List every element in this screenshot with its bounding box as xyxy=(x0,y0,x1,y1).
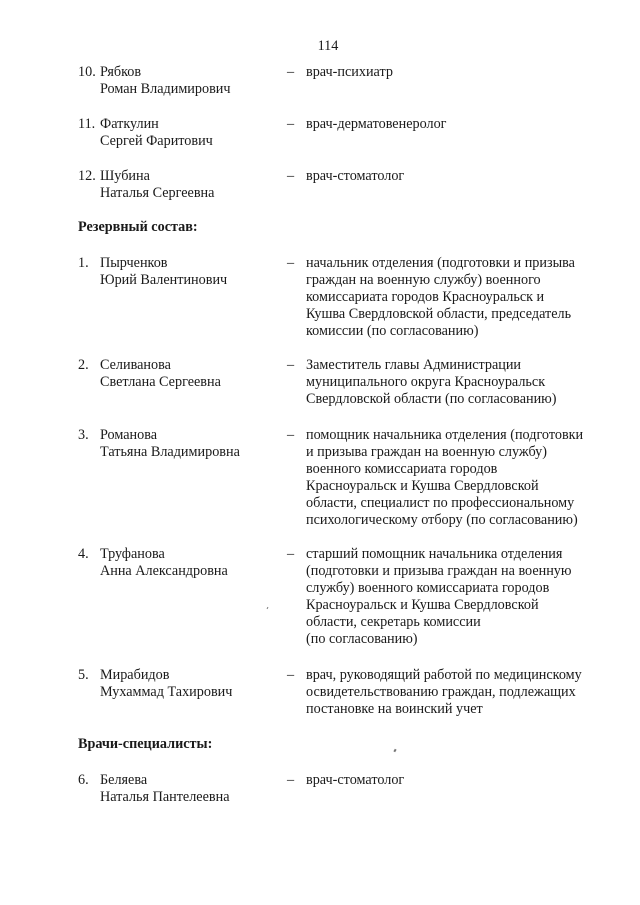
role-line: постановке на воинский учет xyxy=(306,701,483,717)
member-given-name: Сергей Фаритович xyxy=(100,133,213,149)
role-line: службу) военного комиссариата городов xyxy=(306,580,550,596)
role-line: врач-психиатр xyxy=(306,64,393,80)
dash: – xyxy=(287,116,295,132)
role-line: Заместитель главы Администрации xyxy=(306,357,522,373)
member-name xyxy=(100,357,290,391)
role-line: врач-стоматолог xyxy=(306,772,405,788)
page-number: 114 xyxy=(317,38,339,54)
member-surname: Пырченков xyxy=(100,255,168,271)
role-line: Красноуральск и Кушва Свердловской xyxy=(306,597,539,613)
dash: – xyxy=(287,64,295,80)
specialists-heading: Врачи-специалисты: xyxy=(78,736,213,752)
member-role xyxy=(306,357,611,408)
role-line: области, секретарь комиссии xyxy=(306,614,481,630)
member-surname: Рябков xyxy=(100,64,142,80)
member-name xyxy=(100,546,290,580)
member-surname: Труфанова xyxy=(100,546,165,562)
member-role xyxy=(306,168,611,185)
role-line: психологическому отбору (по согласованию) xyxy=(306,512,578,528)
member-surname: Селиванова xyxy=(100,357,171,373)
member-surname: Шубина xyxy=(100,168,150,184)
role-line: старший помощник начальника отделения xyxy=(306,546,563,562)
role-line: освидетельствованию граждан, подлежащих xyxy=(306,684,576,700)
member-name xyxy=(100,667,290,701)
dash: – xyxy=(287,427,295,443)
member-given-name: Наталья Пантелеевна xyxy=(100,789,230,805)
scan-speck xyxy=(393,749,396,753)
role-line: граждан на военную службу) военного xyxy=(306,272,541,288)
member-role xyxy=(306,667,611,718)
role-line: комиссии (по согласованию) xyxy=(306,323,479,339)
member-surname: Мирабидов xyxy=(100,667,170,683)
member-given-name: Светлана Сергеевна xyxy=(100,374,221,390)
member-role xyxy=(306,255,611,340)
entry-number: 11. xyxy=(78,116,96,132)
role-line: начальник отделения (подготовки и призыва xyxy=(306,255,575,271)
entry-number: 4. xyxy=(78,546,89,562)
role-line: врач-стоматолог xyxy=(306,168,405,184)
member-given-name: Юрий Валентинович xyxy=(100,272,228,288)
dash: – xyxy=(287,667,295,683)
member-surname: Романова xyxy=(100,427,158,443)
member-given-name: Роман Владимирович xyxy=(100,81,231,97)
role-line: помощник начальника отделения (подготовки xyxy=(306,427,584,443)
role-line: муниципального округа Красноуральск xyxy=(306,374,546,390)
entry-number: 3. xyxy=(78,427,89,443)
member-name xyxy=(100,116,290,150)
role-line: врач-дерматовенеролог xyxy=(306,116,447,132)
member-role xyxy=(306,116,611,133)
role-line: области, специалист по профессиональному xyxy=(306,495,575,511)
member-name xyxy=(100,255,290,289)
role-line: Красноуральск и Кушва Свердловской xyxy=(306,478,539,494)
member-given-name: Татьяна Владимировна xyxy=(100,444,240,460)
member-surname: Беляева xyxy=(100,772,148,788)
member-name xyxy=(100,64,290,98)
member-role xyxy=(306,772,611,789)
member-role xyxy=(306,427,611,529)
role-line: военного комиссариата городов xyxy=(306,461,498,477)
member-role xyxy=(306,64,611,81)
role-line: Свердловской области (по согласованию) xyxy=(306,391,557,407)
entry-number: 5. xyxy=(78,667,89,683)
member-name xyxy=(100,168,290,202)
dash: – xyxy=(287,772,295,788)
member-role xyxy=(306,546,611,648)
dash: – xyxy=(287,546,295,562)
role-line: и призыва граждан на военную службу) xyxy=(306,444,547,460)
role-line: Кушва Свердловской области, председатель xyxy=(306,306,572,322)
entry-number: 1. xyxy=(78,255,89,271)
entry-number: 12. xyxy=(78,168,96,184)
role-line: (подготовки и призыва граждан на военную xyxy=(306,563,572,579)
dash: – xyxy=(287,168,295,184)
member-name xyxy=(100,772,290,806)
role-line: врач, руководящий работой по медицинскому xyxy=(306,667,582,683)
role-line: (по согласованию) xyxy=(306,631,418,647)
dash: – xyxy=(287,255,295,271)
entry-number: 6. xyxy=(78,772,89,788)
member-name xyxy=(100,427,290,461)
role-line: комиссариата городов Красноуральск и xyxy=(306,289,545,305)
member-given-name: Анна Александровна xyxy=(100,563,228,579)
dash: – xyxy=(287,357,295,373)
entry-number: 2. xyxy=(78,357,89,373)
member-given-name: Наталья Сергеевна xyxy=(100,185,215,201)
member-surname: Фаткулин xyxy=(100,116,159,132)
member-given-name: Мухаммад Тахирович xyxy=(100,684,233,700)
reserve-heading: Резервный состав: xyxy=(78,219,198,235)
entry-number: 10. xyxy=(78,64,96,80)
scan-speck xyxy=(267,607,269,609)
